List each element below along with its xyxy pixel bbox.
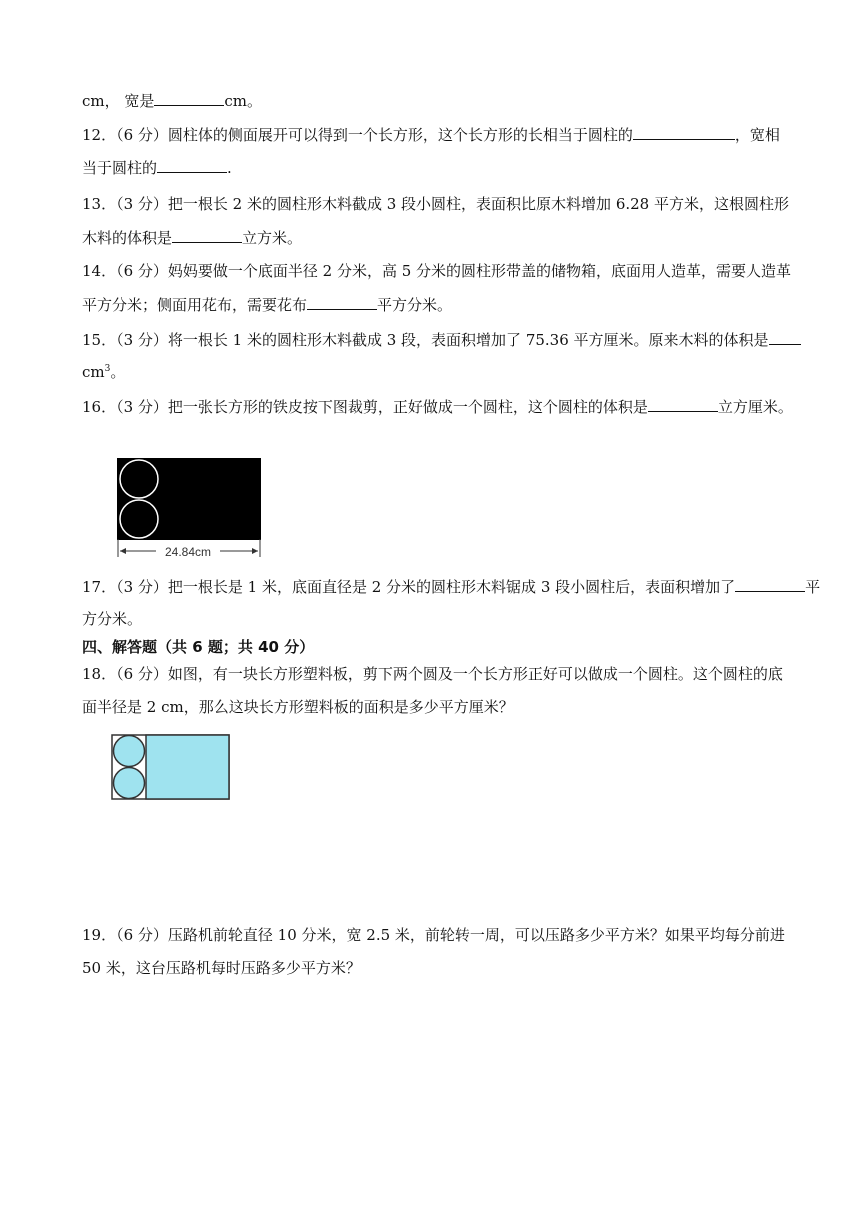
- answer-blank[interactable]: [648, 396, 718, 412]
- q14-line2: [82, 294, 810, 315]
- q12-line2: [82, 157, 810, 178]
- q15-text-c: 。: [110, 363, 126, 381]
- q15-line1: [82, 329, 810, 350]
- answer-blank[interactable]: [769, 329, 801, 345]
- q18-line1: 18．（6 分）如图，有一块长方形塑料板，剪下两个圆及一个长方形正好可以做成一个圆柱。这个圆柱的底: [82, 665, 783, 683]
- q13-text-b: 立方米。: [242, 229, 303, 247]
- q12-text-b: ，宽相: [734, 126, 780, 144]
- q13-line1: 13．（3 分）把一根长 2 米的圆柱形木料截成 3 段小圆柱，表面积比原木料增加 6.28 平方米，这根圆柱形: [82, 195, 789, 213]
- fig16-dimension-label: 24.84cm: [164, 545, 212, 559]
- q12-text-d: .: [227, 159, 232, 177]
- fig18-circle-bottom: [114, 768, 145, 799]
- fig18-circle-top: [114, 736, 145, 767]
- q19-line1: 19．（6 分）压路机前轮直径 10 分米，宽 2.5 米，前轮转一周，可以压路多少平方米？如果平均每分前进: [82, 926, 785, 944]
- q17-text-a: 17．（3 分）把一根长是 1 米，底面直径是 2 分米的圆柱形木料锯成 3 段小圆柱后，表面积增加了: [82, 578, 736, 596]
- answer-blank[interactable]: [154, 90, 224, 106]
- q14-text-b: 平方分米。: [377, 296, 453, 314]
- q14-line1: 14．（6 分）妈妈要做一个底面半径 2 分米，高 5 分米的圆柱形带盖的储物箱，底面用人造革，需要人造革: [82, 262, 792, 280]
- answer-blank[interactable]: [735, 576, 805, 592]
- answer-blank[interactable]: [157, 157, 227, 173]
- q16-figure: [112, 455, 272, 565]
- q11-text-b: cm。: [224, 92, 263, 110]
- q12-text-c: 当于圆柱的: [82, 159, 158, 177]
- q11-text-a: cm， 宽是: [82, 92, 155, 110]
- answer-blank[interactable]: [307, 294, 377, 310]
- fig16-arrow-left: [120, 548, 126, 554]
- q17-line2: 方分米。: [82, 610, 143, 628]
- q15-superscript: 3: [104, 364, 111, 374]
- q13-line2: [82, 227, 810, 248]
- q19-line2: 50 米，这台压路机每时压路多少平方米？: [82, 959, 361, 977]
- answer-blank[interactable]: [172, 227, 242, 243]
- section-heading: 四、解答题（共 6 题；共 40 分）: [82, 638, 315, 656]
- q12-text-a: 12．（6 分）圆柱体的侧面展开可以得到一个长方形，这个长方形的长相当于圆柱的: [82, 126, 633, 144]
- q12-line1: [82, 124, 810, 145]
- q15-text-b: cm: [82, 363, 105, 381]
- q13-text-a: 木料的体积是: [82, 229, 173, 247]
- answer-blank[interactable]: [633, 124, 735, 140]
- q15-text-a: 15．（3 分）将一根长 1 米的圆柱形木料截成 3 段，表面积增加了 75.36 平方厘米。原来木料的体积是: [82, 331, 769, 349]
- fig16-circle-top: [120, 460, 158, 498]
- fig18-inner-rectangle: [146, 735, 229, 799]
- q16-text-b: 立方厘米。: [717, 398, 793, 416]
- fig16-arrow-right: [252, 548, 258, 554]
- q17-line1: [82, 576, 821, 597]
- q16-text-a: 16．（3 分）把一张长方形的铁皮按下图裁剪，正好做成一个圆柱，这个圆柱的体积是: [82, 398, 648, 416]
- q18-figure: [110, 733, 234, 803]
- q15-line2: [82, 362, 810, 382]
- q11-line2: [82, 90, 810, 111]
- fig16-circle-bottom: [120, 500, 158, 538]
- q16-line1: [82, 396, 810, 417]
- q18-line2: 面半径是 2 cm，那么这块长方形塑料板的面积是多少平方厘米？: [82, 698, 514, 716]
- q17-text-b: 平: [805, 578, 821, 596]
- q14-text-a: 平方分米；侧面用花布，需要花布: [82, 296, 308, 314]
